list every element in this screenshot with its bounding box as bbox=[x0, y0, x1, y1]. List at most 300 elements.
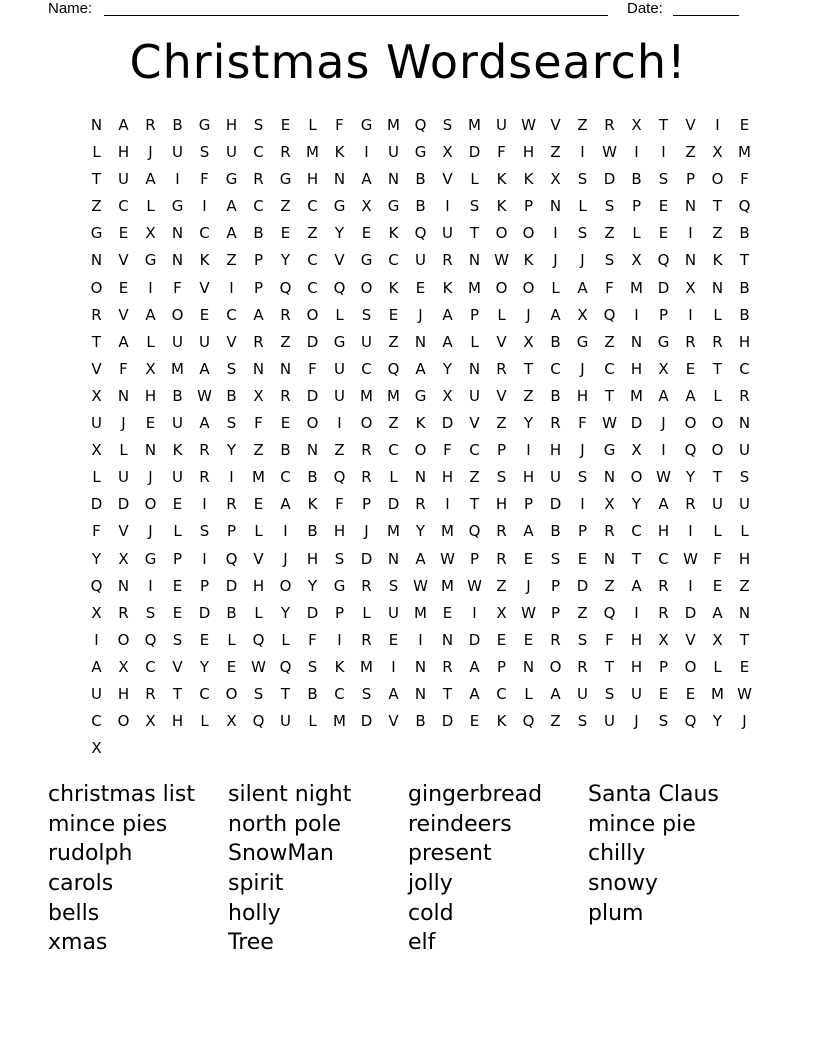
grid-letter: E bbox=[199, 305, 210, 324]
grid-letter: S bbox=[388, 576, 399, 595]
grid-letter: Y bbox=[334, 224, 345, 243]
grid-letter: I bbox=[580, 495, 585, 514]
grid-letter: O bbox=[495, 278, 508, 297]
grid-letter: I bbox=[634, 603, 639, 622]
grid-letter: V bbox=[199, 278, 210, 297]
grid-letter: Q bbox=[603, 305, 616, 324]
grid-letter: L bbox=[173, 522, 182, 541]
grid-letter: M bbox=[387, 386, 400, 405]
grid-letter: Z bbox=[496, 576, 507, 595]
grid-letter: I bbox=[634, 305, 639, 324]
grid-letter: R bbox=[226, 495, 237, 514]
grid-letter: Z bbox=[577, 116, 588, 134]
grid-letter: W bbox=[494, 251, 509, 270]
word-list-item: reindeers bbox=[408, 811, 512, 837]
grid-letter: I bbox=[661, 441, 666, 460]
grid-letter: A bbox=[469, 657, 480, 676]
grid-letter: L bbox=[281, 630, 290, 649]
grid-letter: F bbox=[605, 630, 614, 649]
grid-letter: E bbox=[523, 549, 534, 568]
grid-letter: H bbox=[576, 386, 589, 405]
grid-letter: A bbox=[226, 197, 237, 216]
word-list-item: Tree bbox=[228, 930, 274, 956]
grid-letter: Q bbox=[657, 251, 670, 270]
grid-letter: W bbox=[197, 386, 212, 405]
grid-letter: L bbox=[227, 630, 236, 649]
grid-letter: U bbox=[118, 170, 129, 189]
grid-letter: D bbox=[360, 712, 373, 731]
grid-letter: D bbox=[630, 414, 643, 433]
grid-letter: U bbox=[361, 332, 372, 351]
grid-letter: X bbox=[685, 278, 696, 297]
grid-letter: R bbox=[280, 143, 291, 162]
grid-letter: M bbox=[252, 468, 265, 487]
grid-letter: A bbox=[145, 305, 156, 324]
grid-letter: G bbox=[360, 116, 373, 134]
grid-letter: O bbox=[279, 576, 292, 595]
grid-letter: A bbox=[415, 359, 426, 378]
word-list-item: xmas bbox=[48, 930, 108, 956]
grid-letter: B bbox=[253, 224, 264, 243]
grid-letter: D bbox=[576, 576, 589, 595]
grid-letter: W bbox=[683, 549, 698, 568]
grid-letter: E bbox=[658, 684, 669, 703]
grid-letter: B bbox=[550, 522, 561, 541]
grid-letter: X bbox=[550, 170, 561, 189]
grid-letter: I bbox=[715, 116, 720, 134]
grid-letter: E bbox=[658, 224, 669, 243]
grid-letter: T bbox=[712, 468, 723, 487]
grid-letter: U bbox=[442, 224, 453, 243]
grid-letter: B bbox=[415, 170, 426, 189]
grid-letter: O bbox=[360, 278, 373, 297]
grid-letter: K bbox=[388, 224, 399, 243]
grid-letter: T bbox=[280, 684, 291, 703]
grid-letter: U bbox=[226, 143, 237, 162]
grid-letter: F bbox=[92, 522, 101, 541]
grid-letter: E bbox=[469, 712, 480, 731]
grid-letter: T bbox=[658, 116, 669, 134]
grid-letter: Z bbox=[550, 712, 561, 731]
grid-letter: J bbox=[148, 143, 153, 162]
grid-letter: D bbox=[657, 278, 670, 297]
grid-letter: S bbox=[334, 549, 345, 568]
grid-letter: Q bbox=[90, 576, 103, 595]
word-list-item: SnowMan bbox=[228, 841, 334, 867]
grid-letter: Q bbox=[387, 359, 400, 378]
grid-letter: A bbox=[118, 332, 129, 351]
grid-letter: Y bbox=[523, 414, 534, 433]
grid-letter: D bbox=[117, 495, 130, 514]
grid-letter: C bbox=[550, 359, 561, 378]
grid-letter: A bbox=[226, 224, 237, 243]
grid-letter: Y bbox=[280, 251, 291, 270]
grid-letter: N bbox=[414, 332, 427, 351]
grid-letter: T bbox=[523, 359, 534, 378]
grid-letter: A bbox=[631, 576, 642, 595]
grid-letter: H bbox=[225, 116, 238, 134]
grid-letter: E bbox=[388, 305, 399, 324]
grid-letter: G bbox=[279, 170, 292, 189]
grid-letter: J bbox=[148, 468, 153, 487]
grid-letter: F bbox=[497, 143, 506, 162]
grid-letter: Z bbox=[91, 197, 102, 216]
grid-letter: Z bbox=[334, 441, 345, 460]
grid-letter: N bbox=[441, 630, 454, 649]
grid-letter: C bbox=[658, 549, 669, 568]
grid-letter: X bbox=[712, 143, 723, 162]
grid-letter: K bbox=[307, 495, 318, 514]
grid-letter: I bbox=[202, 197, 207, 216]
grid-letter: T bbox=[712, 197, 723, 216]
grid-letter: P bbox=[550, 603, 561, 622]
grid-letter: E bbox=[685, 359, 696, 378]
grid-letter: F bbox=[605, 278, 614, 297]
grid-letter: H bbox=[522, 468, 535, 487]
grid-letter: D bbox=[387, 495, 400, 514]
grid-letter: K bbox=[442, 278, 453, 297]
grid-letter: Z bbox=[253, 441, 264, 460]
grid-letter: O bbox=[306, 414, 319, 433]
grid-letter: T bbox=[172, 684, 183, 703]
grid-letter: E bbox=[253, 495, 264, 514]
grid-letter: C bbox=[91, 712, 102, 731]
grid-letter: K bbox=[496, 197, 507, 216]
grid-letter: N bbox=[144, 441, 157, 460]
grid-letter: G bbox=[144, 251, 157, 270]
grid-letter: R bbox=[442, 657, 453, 676]
grid-letter: C bbox=[604, 359, 615, 378]
grid-letter: Q bbox=[684, 441, 697, 460]
grid-letter: H bbox=[630, 657, 643, 676]
grid-letter: D bbox=[468, 630, 481, 649]
grid-letter: G bbox=[90, 224, 103, 243]
grid-letter: M bbox=[171, 359, 184, 378]
grid-letter: J bbox=[553, 251, 558, 270]
grid-letter: O bbox=[225, 684, 238, 703]
grid-letter: U bbox=[388, 143, 399, 162]
grid-letter: S bbox=[145, 603, 156, 622]
grid-letter: N bbox=[171, 224, 184, 243]
grid-letter: W bbox=[602, 414, 617, 433]
page-title: Christmas Wordsearch! bbox=[129, 35, 687, 89]
grid-letter: N bbox=[603, 549, 616, 568]
grid-letter: A bbox=[523, 522, 534, 541]
grid-letter: U bbox=[334, 386, 345, 405]
grid-letter: P bbox=[550, 576, 561, 595]
grid-letter: L bbox=[92, 143, 101, 162]
word-list-item: holly bbox=[228, 900, 281, 926]
grid-letter: R bbox=[199, 468, 210, 487]
grid-letter: M bbox=[468, 278, 481, 297]
header-line bbox=[0, 0, 816, 20]
grid-letter: P bbox=[631, 197, 642, 216]
grid-letter: U bbox=[172, 143, 183, 162]
grid-letter: F bbox=[443, 441, 452, 460]
grid-letter: F bbox=[335, 495, 344, 514]
grid-letter: E bbox=[172, 576, 183, 595]
grid-letter: R bbox=[118, 603, 129, 622]
grid-letter: N bbox=[387, 170, 400, 189]
word-list-item: jolly bbox=[408, 871, 453, 897]
grid-letter: M bbox=[630, 386, 643, 405]
grid-letter: A bbox=[145, 170, 156, 189]
grid-letter: P bbox=[496, 657, 507, 676]
grid-letter: M bbox=[468, 116, 481, 134]
grid-letter: X bbox=[604, 495, 615, 514]
grid-letter: A bbox=[658, 495, 669, 514]
grid-letter: U bbox=[415, 251, 426, 270]
grid-letter: O bbox=[711, 170, 724, 189]
grid-letter: N bbox=[387, 549, 400, 568]
grid-letter: N bbox=[522, 657, 535, 676]
grid-letter: Q bbox=[144, 630, 157, 649]
grid-letter: G bbox=[360, 251, 373, 270]
grid-letter: G bbox=[387, 197, 400, 216]
grid-letter: V bbox=[334, 251, 345, 270]
grid-letter: A bbox=[118, 116, 129, 134]
grid-letter: L bbox=[632, 224, 641, 243]
grid-letter: H bbox=[252, 576, 265, 595]
grid-letter: K bbox=[712, 251, 723, 270]
grid-letter: I bbox=[283, 522, 288, 541]
grid-letter: G bbox=[414, 143, 427, 162]
grid-letter: W bbox=[656, 468, 671, 487]
grid-letter: F bbox=[200, 170, 209, 189]
grid-letter: K bbox=[334, 143, 345, 162]
word-list-item: gingerbread bbox=[408, 782, 543, 807]
grid-letter: Y bbox=[415, 522, 426, 541]
grid-letter: T bbox=[631, 549, 642, 568]
grid-letter: F bbox=[173, 278, 182, 297]
date-blank-line bbox=[673, 15, 739, 16]
grid-letter: T bbox=[469, 224, 480, 243]
grid-letter: E bbox=[172, 603, 183, 622]
grid-letter: C bbox=[253, 143, 264, 162]
grid-letter: U bbox=[577, 684, 588, 703]
grid-letter: J bbox=[121, 414, 126, 433]
grid-letter: U bbox=[334, 359, 345, 378]
grid-letter: L bbox=[713, 657, 722, 676]
grid-letter: R bbox=[361, 468, 372, 487]
grid-letter: S bbox=[361, 305, 372, 324]
grid-letter: A bbox=[577, 278, 588, 297]
grid-letter: X bbox=[91, 739, 102, 758]
grid-letter: C bbox=[496, 684, 507, 703]
grid-letter: B bbox=[550, 386, 561, 405]
grid-letter: H bbox=[738, 549, 751, 568]
grid-letter: Z bbox=[226, 251, 237, 270]
grid-letter: V bbox=[685, 630, 696, 649]
grid-letter: Q bbox=[252, 630, 265, 649]
grid-letter: I bbox=[148, 576, 153, 595]
grid-letter: T bbox=[91, 170, 102, 189]
grid-letter: H bbox=[441, 468, 454, 487]
grid-letter: E bbox=[118, 224, 129, 243]
word-list-item: christmas list bbox=[48, 782, 195, 807]
grid-letter: H bbox=[171, 712, 184, 731]
grid-letter: P bbox=[577, 522, 588, 541]
grid-letter: S bbox=[739, 468, 750, 487]
grid-letter: H bbox=[657, 522, 670, 541]
grid-letter: O bbox=[306, 305, 319, 324]
word-list-item: mince pies bbox=[48, 811, 168, 837]
grid-letter: W bbox=[521, 116, 536, 134]
grid-letter: K bbox=[523, 251, 534, 270]
word-list-item: rudolph bbox=[48, 841, 133, 867]
grid-letter: A bbox=[361, 170, 372, 189]
grid-letter: M bbox=[441, 576, 454, 595]
grid-letter: F bbox=[308, 359, 317, 378]
grid-letter: N bbox=[549, 197, 562, 216]
grid-letter: O bbox=[711, 441, 724, 460]
grid-letter: D bbox=[198, 603, 211, 622]
grid-letter: A bbox=[253, 305, 264, 324]
grid-letter: H bbox=[630, 359, 643, 378]
grid-letter: E bbox=[361, 224, 372, 243]
grid-letter: S bbox=[577, 630, 588, 649]
grid-letter: Z bbox=[280, 197, 291, 216]
grid-letter: P bbox=[199, 576, 210, 595]
grid-letter: O bbox=[684, 414, 697, 433]
grid-letter: D bbox=[468, 143, 481, 162]
grid-letter: P bbox=[685, 170, 696, 189]
grid-letter: L bbox=[713, 522, 722, 541]
grid-letter: F bbox=[119, 359, 128, 378]
grid-letter: P bbox=[658, 305, 669, 324]
grid-letter: F bbox=[713, 549, 722, 568]
grid-letter: P bbox=[658, 657, 669, 676]
grid-letter: M bbox=[387, 522, 400, 541]
grid-letter: P bbox=[253, 251, 264, 270]
grid-letter: R bbox=[550, 630, 561, 649]
grid-letter: X bbox=[658, 359, 669, 378]
grid-letter: Y bbox=[712, 712, 723, 731]
grid-letter: G bbox=[657, 332, 670, 351]
grid-letter: B bbox=[415, 197, 426, 216]
grid-letter: M bbox=[441, 522, 454, 541]
grid-letter: M bbox=[306, 143, 319, 162]
grid-letter: A bbox=[550, 684, 561, 703]
grid-letter: F bbox=[335, 116, 344, 134]
grid-letter: N bbox=[738, 414, 751, 433]
grid-letter: A bbox=[442, 332, 453, 351]
grid-letter: B bbox=[280, 441, 291, 460]
grid-letter: Z bbox=[280, 332, 291, 351]
grid-letter: Q bbox=[252, 712, 265, 731]
grid-letter: Z bbox=[604, 332, 615, 351]
grid-letter: I bbox=[337, 414, 342, 433]
grid-letter: P bbox=[496, 441, 507, 460]
grid-letter: R bbox=[280, 386, 291, 405]
grid-letter: P bbox=[226, 522, 237, 541]
grid-letter: D bbox=[603, 170, 616, 189]
grid-letter: Z bbox=[388, 332, 399, 351]
grid-letter: S bbox=[253, 684, 264, 703]
grid-letter: V bbox=[253, 549, 264, 568]
grid-letter: K bbox=[523, 170, 534, 189]
grid-letter: J bbox=[526, 305, 531, 324]
grid-letter: D bbox=[441, 414, 454, 433]
date-label: Date: bbox=[627, 0, 663, 17]
grid-letter: Y bbox=[199, 657, 210, 676]
grid-letter: Q bbox=[279, 278, 292, 297]
grid-letter: X bbox=[631, 441, 642, 460]
grid-letter: C bbox=[307, 197, 318, 216]
grid-letter: V bbox=[118, 251, 129, 270]
grid-letter: P bbox=[523, 495, 534, 514]
grid-letter: X bbox=[496, 603, 507, 622]
grid-letter: C bbox=[118, 197, 129, 216]
grid-letter: E bbox=[685, 684, 696, 703]
grid-letter: B bbox=[415, 712, 426, 731]
grid-letter: S bbox=[658, 712, 669, 731]
grid-letter: W bbox=[737, 684, 752, 703]
grid-letter: N bbox=[117, 386, 130, 405]
grid-letter: K bbox=[388, 278, 399, 297]
grid-letter: X bbox=[658, 630, 669, 649]
grid-letter: V bbox=[496, 386, 507, 405]
grid-letter: G bbox=[198, 116, 211, 134]
grid-letter: S bbox=[226, 414, 237, 433]
grid-letter: G bbox=[414, 386, 427, 405]
grid-letter: H bbox=[306, 549, 319, 568]
grid-letter: X bbox=[145, 224, 156, 243]
grid-letter: U bbox=[739, 441, 750, 460]
grid-letter: D bbox=[549, 495, 562, 514]
grid-letter: A bbox=[712, 603, 723, 622]
grid-letter: P bbox=[334, 603, 345, 622]
grid-letter: E bbox=[388, 630, 399, 649]
grid-letter: U bbox=[199, 332, 210, 351]
grid-letter: E bbox=[496, 630, 507, 649]
grid-letter: W bbox=[440, 549, 455, 568]
grid-letter: S bbox=[253, 116, 264, 134]
grid-letter: A bbox=[685, 386, 696, 405]
grid-letter: C bbox=[739, 359, 750, 378]
grid-letter: U bbox=[496, 116, 507, 134]
grid-letter: Z bbox=[388, 414, 399, 433]
grid-letter: R bbox=[658, 603, 669, 622]
grid-letter: U bbox=[172, 414, 183, 433]
grid-letter: N bbox=[279, 359, 292, 378]
grid-letter: U bbox=[631, 684, 642, 703]
grid-letter: R bbox=[496, 359, 507, 378]
grid-letter: O bbox=[522, 224, 535, 243]
grid-letter: R bbox=[604, 116, 615, 134]
grid-letter: V bbox=[469, 414, 480, 433]
grid-letter: O bbox=[549, 657, 562, 676]
grid-letter: Z bbox=[712, 224, 723, 243]
grid-letter: X bbox=[91, 603, 102, 622]
grid-letter: R bbox=[253, 170, 264, 189]
grid-letter: R bbox=[145, 684, 156, 703]
grid-letter: M bbox=[630, 278, 643, 297]
grid-letter: N bbox=[117, 576, 130, 595]
grid-letter: A bbox=[415, 549, 426, 568]
grid-letter: V bbox=[91, 359, 102, 378]
grid-letter: Y bbox=[307, 576, 318, 595]
grid-letter: E bbox=[523, 630, 534, 649]
grid-letter: R bbox=[550, 414, 561, 433]
grid-letter: T bbox=[604, 386, 615, 405]
grid-letter: Q bbox=[414, 224, 427, 243]
grid-letter: L bbox=[470, 170, 479, 189]
grid-letter: H bbox=[117, 684, 130, 703]
grid-letter: E bbox=[739, 116, 750, 134]
grid-letter: E bbox=[280, 414, 291, 433]
grid-letter: S bbox=[550, 549, 561, 568]
